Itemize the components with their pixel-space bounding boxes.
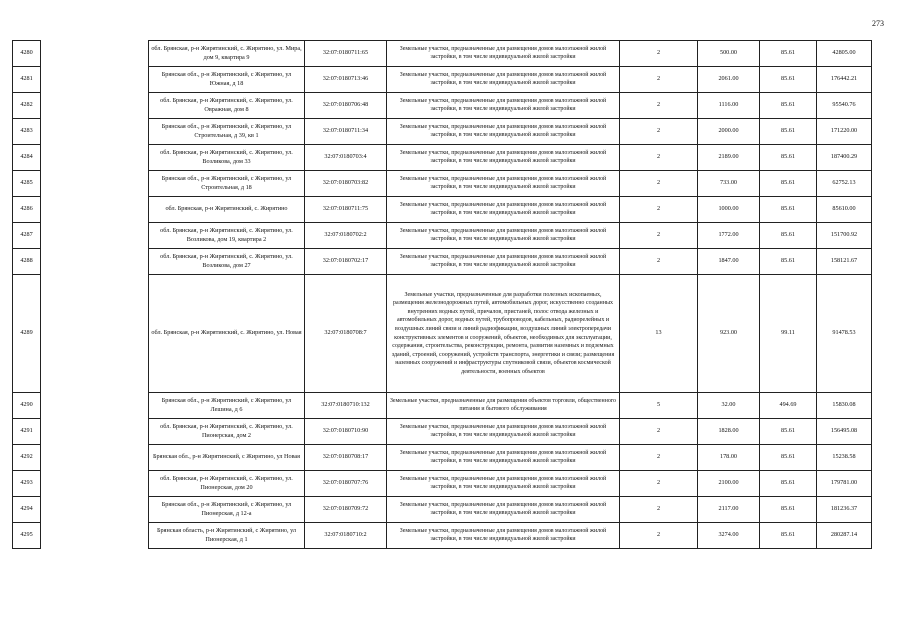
- row-number-cell: 4290: [13, 393, 41, 419]
- table-row: [13, 119, 872, 145]
- land-purpose-cell: Земельные участки, предназначенные для размещения домов малоэтажной жилой застройки, в том числе индивидуальной жилой застройки: [387, 67, 620, 93]
- rate-cell: 85.61: [760, 197, 817, 223]
- row-number-cell: 4295: [13, 523, 41, 549]
- rate-cell: 85.61: [760, 223, 817, 249]
- area-cell: 1116.00: [698, 93, 760, 119]
- group-cell: 2: [620, 249, 698, 275]
- cadastral-number-cell: 32:07:0180703:82: [305, 171, 387, 197]
- table-row: [13, 41, 872, 67]
- spacer-cell: [41, 249, 149, 275]
- rate-cell: 85.61: [760, 249, 817, 275]
- spacer-cell: [41, 223, 149, 249]
- rate-cell: 494.69: [760, 393, 817, 419]
- land-purpose-cell: Земельные участки, предназначенные для размещения домов малоэтажной жилой застройки, в том числе индивидуальной жилой застройки: [387, 93, 620, 119]
- table-row: [13, 419, 872, 445]
- table-row: [13, 93, 872, 119]
- cadastral-value-cell: 95540.76: [817, 93, 872, 119]
- table-row: [13, 171, 872, 197]
- address-cell: обл. Брянская, р-н Жирятинский, с. Жирятино, ул. Возликова, дом 33: [149, 145, 305, 171]
- group-cell: 2: [620, 119, 698, 145]
- page-number: 273: [872, 19, 884, 28]
- spacer-cell: [41, 93, 149, 119]
- cadastral-value-cell: 158121.67: [817, 249, 872, 275]
- address-cell: Брянская обл., р-н Жирятинский, с Жирятино, ул Строительная, д 39, кв 1: [149, 119, 305, 145]
- area-cell: 500.00: [698, 41, 760, 67]
- cadastral-value-cell: 42805.00: [817, 41, 872, 67]
- cadastral-value-cell: 176442.21: [817, 67, 872, 93]
- area-cell: 2000.00: [698, 119, 760, 145]
- table-row: [13, 197, 872, 223]
- table-row: [13, 145, 872, 171]
- cadastral-number-cell: 32:07:0180708:7: [305, 275, 387, 393]
- land-purpose-cell: Земельные участки, предназначенные для размещения домов малоэтажной жилой застройки, в том числе индивидуальной жилой застройки: [387, 497, 620, 523]
- address-cell: Брянская обл., р-н Жирятинский, с Жирятино, ул Новая: [149, 445, 305, 471]
- cadastral-value-cell: 15830.08: [817, 393, 872, 419]
- area-cell: 1000.00: [698, 197, 760, 223]
- table-row: [13, 497, 872, 523]
- area-cell: 2117.00: [698, 497, 760, 523]
- row-number-cell: 4293: [13, 471, 41, 497]
- row-number-cell: 4285: [13, 171, 41, 197]
- area-cell: 3274.00: [698, 523, 760, 549]
- land-purpose-cell: Земельные участки, предназначенные для размещения домов малоэтажной жилой застройки, в том числе индивидуальной жилой застройки: [387, 471, 620, 497]
- area-cell: 1828.00: [698, 419, 760, 445]
- land-purpose-cell: Земельные участки, предназначенные для размещения домов малоэтажной жилой застройки, в том числе индивидуальной жилой застройки: [387, 171, 620, 197]
- rate-cell: 99.11: [760, 275, 817, 393]
- land-purpose-cell: Земельные участки, предназначенные для размещения объектов торговли, общественного питания и бытового обслуживания: [387, 393, 620, 419]
- group-cell: 2: [620, 41, 698, 67]
- cadastral-number-cell: 32:07:0180713:46: [305, 67, 387, 93]
- spacer-cell: [41, 497, 149, 523]
- table-row: [13, 445, 872, 471]
- cadastral-value-cell: 62752.13: [817, 171, 872, 197]
- rate-cell: 85.61: [760, 119, 817, 145]
- land-purpose-cell: Земельные участки, предназначенные для разработки полезных ископаемых, размещения железнодорожных путей, автомобильных дорог, искусственно созданных внутренних водных путей, причалов, пристаней, полос отвода железных и автомобильных дорог, водных путей, трубопроводов, кабельных, радиорелейных и воздушных линий связи и линий радиофикации, воздушных линий электропередачи конструктивных элементов и сооружений, объектов, необходимых для эксплуатации, содержания, строительства, реконструкции, ремонта, развития наземных и подземных зданий, строений, сооружений, устройств транспорта, энергетики и связи; размещения наземных сооружений и инфраструктуры спутниковой связи, объектов космической деятельности, военных объектов: [387, 275, 620, 393]
- rate-cell: 85.61: [760, 445, 817, 471]
- row-number-cell: 4283: [13, 119, 41, 145]
- land-purpose-cell: Земельные участки, предназначенные для размещения домов малоэтажной жилой застройки, в том числе индивидуальной жилой застройки: [387, 197, 620, 223]
- row-number-cell: 4292: [13, 445, 41, 471]
- cadastral-number-cell: 32:07:0180708:17: [305, 445, 387, 471]
- land-purpose-cell: Земельные участки, предназначенные для размещения домов малоэтажной жилой застройки, в том числе индивидуальной жилой застройки: [387, 145, 620, 171]
- cadastral-number-cell: 32:07:0180703:4: [305, 145, 387, 171]
- row-number-cell: 4288: [13, 249, 41, 275]
- row-number-cell: 4286: [13, 197, 41, 223]
- spacer-cell: [41, 393, 149, 419]
- spacer-cell: [41, 67, 149, 93]
- rate-cell: 85.61: [760, 523, 817, 549]
- row-number-cell: 4289: [13, 275, 41, 393]
- cadastral-number-cell: 32:07:0180710:2: [305, 523, 387, 549]
- spacer-cell: [41, 197, 149, 223]
- group-cell: 2: [620, 67, 698, 93]
- cadastral-number-cell: 32:07:0180706:48: [305, 93, 387, 119]
- area-cell: 2189.00: [698, 145, 760, 171]
- group-cell: 2: [620, 471, 698, 497]
- row-number-cell: 4284: [13, 145, 41, 171]
- address-cell: обл. Брянская, р-н Жирятинский, с. Жирятино, ул. Возликова, дом 19, квартира 2: [149, 223, 305, 249]
- rate-cell: 85.61: [760, 171, 817, 197]
- address-cell: Брянская обл., р-н Жирятинский, с Жирятино, ул Южная, д 18: [149, 67, 305, 93]
- spacer-cell: [41, 523, 149, 549]
- group-cell: 2: [620, 497, 698, 523]
- table-body: [13, 41, 872, 549]
- cadastral-number-cell: 32:07:0180707:76: [305, 471, 387, 497]
- table-row: [13, 67, 872, 93]
- cadastral-number-cell: 32:07:0180711:34: [305, 119, 387, 145]
- cadastral-value-cell: 91478.53: [817, 275, 872, 393]
- address-cell: обл. Брянская, р-н Жирятинский, с. Жирятино, ул. Возликова, дом 27: [149, 249, 305, 275]
- cadastral-value-cell: 85610.00: [817, 197, 872, 223]
- cadastral-value-cell: 280287.14: [817, 523, 872, 549]
- cadastral-number-cell: 32:07:0180702:2: [305, 223, 387, 249]
- land-purpose-cell: Земельные участки, предназначенные для размещения домов малоэтажной жилой застройки, в том числе индивидуальной жилой застройки: [387, 223, 620, 249]
- cadastral-number-cell: 32:07:0180710:90: [305, 419, 387, 445]
- rate-cell: 85.61: [760, 67, 817, 93]
- group-cell: 2: [620, 197, 698, 223]
- table-row: [13, 275, 872, 393]
- area-cell: 178.00: [698, 445, 760, 471]
- cadastral-value-cell: 171220.00: [817, 119, 872, 145]
- address-cell: Брянская обл., р-н Жирятинский, с Жирятино, ул Пионерская, д 12-а: [149, 497, 305, 523]
- cadastral-value-cell: 156495.08: [817, 419, 872, 445]
- area-cell: 923.00: [698, 275, 760, 393]
- land-register-table: [12, 40, 872, 549]
- spacer-cell: [41, 171, 149, 197]
- address-cell: обл. Брянская, р-н Жирятинский, с. Жирятино, ул. Пионерская, дом 20: [149, 471, 305, 497]
- rate-cell: 85.61: [760, 471, 817, 497]
- group-cell: 2: [620, 445, 698, 471]
- address-cell: обл. Брянская, р-н Жирятинский, с. Жирятино, ул. Овражная, дом 8: [149, 93, 305, 119]
- cadastral-value-cell: 181236.37: [817, 497, 872, 523]
- area-cell: 1847.00: [698, 249, 760, 275]
- land-purpose-cell: Земельные участки, предназначенные для размещения домов малоэтажной жилой застройки, в том числе индивидуальной жилой застройки: [387, 119, 620, 145]
- area-cell: 733.00: [698, 171, 760, 197]
- group-cell: 2: [620, 145, 698, 171]
- group-cell: 2: [620, 419, 698, 445]
- address-cell: Брянская обл., р-н Жирятинский, с Жирятино, ул Лешина, д 6: [149, 393, 305, 419]
- table-row: [13, 223, 872, 249]
- spacer-cell: [41, 119, 149, 145]
- spacer-cell: [41, 145, 149, 171]
- cadastral-value-cell: 187400.29: [817, 145, 872, 171]
- group-cell: 2: [620, 171, 698, 197]
- row-number-cell: 4294: [13, 497, 41, 523]
- cadastral-value-cell: 15238.58: [817, 445, 872, 471]
- land-purpose-cell: Земельные участки, предназначенные для размещения домов малоэтажной жилой застройки, в том числе индивидуальной жилой застройки: [387, 41, 620, 67]
- address-cell: Брянская область, р-н Жирятинский, с Жирятино, ул Пионерская, д 1: [149, 523, 305, 549]
- row-number-cell: 4287: [13, 223, 41, 249]
- area-cell: 2100.00: [698, 471, 760, 497]
- address-cell: обл. Брянская, р-н Жирятинский, с. Жирятино: [149, 197, 305, 223]
- rate-cell: 85.61: [760, 93, 817, 119]
- land-purpose-cell: Земельные участки, предназначенные для размещения домов малоэтажной жилой застройки, в том числе индивидуальной жилой застройки: [387, 523, 620, 549]
- row-number-cell: 4280: [13, 41, 41, 67]
- table-row: [13, 393, 872, 419]
- group-cell: 2: [620, 223, 698, 249]
- cadastral-value-cell: 151700.92: [817, 223, 872, 249]
- cadastral-number-cell: 32:07:0180709:72: [305, 497, 387, 523]
- rate-cell: 85.61: [760, 419, 817, 445]
- rate-cell: 85.61: [760, 145, 817, 171]
- cadastral-value-cell: 179781.00: [817, 471, 872, 497]
- cadastral-number-cell: 32:07:0180711:65: [305, 41, 387, 67]
- address-cell: обл. Брянская, р-н Жирятинский, с. Жирятино, ул. Мира, дом 9, квартира 9: [149, 41, 305, 67]
- rate-cell: 85.61: [760, 497, 817, 523]
- group-cell: 13: [620, 275, 698, 393]
- table-row: [13, 523, 872, 549]
- row-number-cell: 4281: [13, 67, 41, 93]
- table-row: [13, 471, 872, 497]
- land-purpose-cell: Земельные участки, предназначенные для размещения домов малоэтажной жилой застройки, в том числе индивидуальной жилой застройки: [387, 419, 620, 445]
- land-purpose-cell: Земельные участки, предназначенные для размещения домов малоэтажной жилой застройки, в том числе индивидуальной жилой застройки: [387, 445, 620, 471]
- table-row: [13, 249, 872, 275]
- group-cell: 2: [620, 523, 698, 549]
- land-purpose-cell: Земельные участки, предназначенные для размещения домов малоэтажной жилой застройки, в том числе индивидуальной жилой застройки: [387, 249, 620, 275]
- area-cell: 1772.00: [698, 223, 760, 249]
- rate-cell: 85.61: [760, 41, 817, 67]
- address-cell: Брянская обл., р-н Жирятинский, с Жирятино, ул Строительная, д 18: [149, 171, 305, 197]
- row-number-cell: 4282: [13, 93, 41, 119]
- cadastral-number-cell: 32:07:0180702:17: [305, 249, 387, 275]
- spacer-cell: [41, 471, 149, 497]
- address-cell: обл. Брянская, р-н Жирятинский, с. Жирятино, ул. Пионерская, дом 2: [149, 419, 305, 445]
- spacer-cell: [41, 275, 149, 393]
- spacer-cell: [41, 41, 149, 67]
- area-cell: 2061.00: [698, 67, 760, 93]
- row-number-cell: 4291: [13, 419, 41, 445]
- cadastral-number-cell: 32:07:0180710:132: [305, 393, 387, 419]
- address-cell: обл. Брянская, р-н Жирятинский, с. Жирятино, ул. Новая: [149, 275, 305, 393]
- group-cell: 2: [620, 93, 698, 119]
- area-cell: 32.00: [698, 393, 760, 419]
- cadastral-number-cell: 32:07:0180711:75: [305, 197, 387, 223]
- spacer-cell: [41, 419, 149, 445]
- group-cell: 5: [620, 393, 698, 419]
- spacer-cell: [41, 445, 149, 471]
